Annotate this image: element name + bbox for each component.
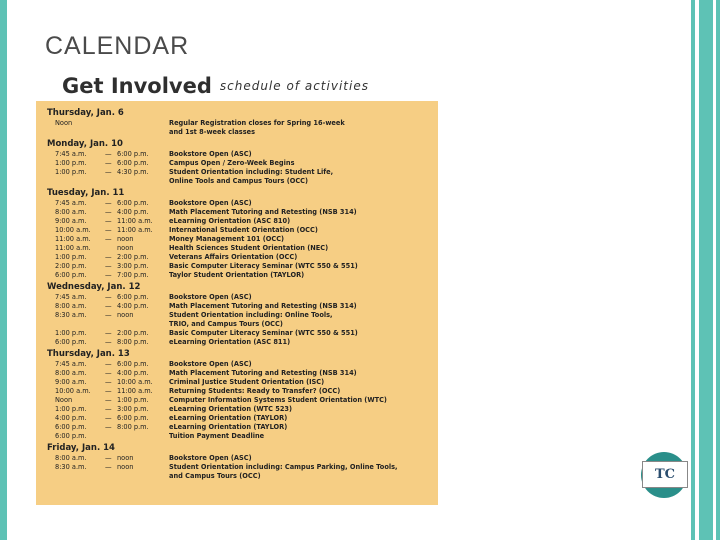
schedule-row [47, 311, 432, 320]
time-dash: — [105, 454, 112, 462]
slide-title: CALENDAR [45, 32, 190, 60]
event-description: Bookstore Open (ASC) [169, 150, 252, 158]
time-dash: — [105, 405, 112, 413]
schedule-row [47, 253, 432, 262]
time-end: noon [117, 463, 134, 471]
event-description: Criminal Justice Student Orientation (ISC) [169, 378, 325, 386]
schedule-row [47, 320, 432, 329]
time-start: 2:00 p.m. [55, 262, 87, 270]
time-dash: — [105, 150, 112, 158]
event-description: eLearning Orientation (ASC 810) [169, 217, 291, 225]
time-end: 2:00 p.m. [117, 253, 149, 261]
schedule-row [47, 405, 432, 414]
time-start: 7:45 a.m. [55, 150, 87, 158]
schedule-row [47, 271, 432, 280]
time-start: 1:00 p.m. [55, 159, 87, 167]
time-dash: — [105, 235, 112, 243]
time-dash: — [105, 396, 112, 404]
event-description: International Student Orientation (OCC) [169, 226, 318, 234]
time-end: noon [117, 235, 134, 243]
time-start: 8:00 a.m. [55, 454, 87, 462]
event-description: Basic Computer Literacy Seminar (WTC 550 & 551) [169, 329, 358, 337]
schedule-row [47, 217, 432, 226]
event-description: Bookstore Open (ASC) [169, 454, 252, 462]
event-description: Health Sciences Student Orientation (NEC) [169, 244, 329, 252]
time-end: 10:00 a.m. [117, 378, 153, 386]
time-dash: — [105, 293, 112, 301]
time-end: 6:00 p.m. [117, 159, 149, 167]
time-dash: — [105, 311, 112, 319]
schedule-row [47, 414, 432, 423]
schedule-row [47, 119, 432, 128]
left-accent-bar [0, 0, 7, 540]
time-start: 7:45 a.m. [55, 199, 87, 207]
time-dash: — [105, 262, 112, 270]
schedule-row [47, 208, 432, 217]
time-end: 6:00 p.m. [117, 150, 149, 158]
event-description: Online Tools and Campus Tours (OCC) [169, 177, 309, 185]
time-start: 11:00 a.m. [55, 244, 91, 252]
time-end: 4:30 p.m. [117, 168, 149, 176]
schedule-row [47, 293, 432, 302]
event-description: Campus Open / Zero-Week Begins [169, 159, 295, 167]
event-description: Returning Students: Ready to Transfer? (OCC) [169, 387, 341, 395]
time-end: 4:00 p.m. [117, 302, 149, 310]
right-accent-bar [716, 0, 720, 540]
schedule-row [47, 128, 432, 137]
time-end: 2:00 p.m. [117, 329, 149, 337]
event-description: and 1st 8-week classes [169, 128, 256, 136]
schedule-row [47, 177, 432, 186]
schedule-row [47, 262, 432, 271]
time-end: 11:00 a.m. [117, 217, 153, 225]
time-start: 7:45 a.m. [55, 293, 87, 301]
time-end: 3:00 p.m. [117, 405, 149, 413]
college-logo-mark: TC [642, 461, 688, 488]
event-description: eLearning Orientation (TAYLOR) [169, 414, 288, 422]
time-end: noon [117, 454, 134, 462]
day-heading: Wednesday, Jan. 12 [47, 282, 141, 292]
time-dash: — [105, 463, 112, 471]
time-end: 4:00 p.m. [117, 208, 149, 216]
time-end: 8:00 p.m. [117, 423, 149, 431]
schedule-row [47, 199, 432, 208]
day-heading: Friday, Jan. 14 [47, 443, 115, 453]
time-end: noon [117, 244, 134, 252]
time-dash: — [105, 414, 112, 422]
time-dash: — [105, 423, 112, 431]
time-start: 1:00 p.m. [55, 405, 87, 413]
event-description: eLearning Orientation (ASC 811) [169, 338, 291, 346]
time-start: 1:00 p.m. [55, 253, 87, 261]
time-start: 6:00 p.m. [55, 423, 87, 431]
event-description: eLearning Orientation (TAYLOR) [169, 423, 288, 431]
time-start: 11:00 a.m. [55, 235, 91, 243]
schedule-row [47, 150, 432, 159]
time-dash: — [105, 217, 112, 225]
time-start: 6:00 p.m. [55, 271, 87, 279]
day-heading: Tuesday, Jan. 11 [47, 188, 125, 198]
event-description: Bookstore Open (ASC) [169, 360, 252, 368]
time-dash: — [105, 226, 112, 234]
time-dash: — [105, 199, 112, 207]
schedule-row [47, 226, 432, 235]
schedule-row [47, 387, 432, 396]
time-end: 6:00 p.m. [117, 360, 149, 368]
time-end: 3:00 p.m. [117, 262, 149, 270]
time-dash: — [105, 378, 112, 386]
time-dash: — [105, 271, 112, 279]
time-end: noon [117, 311, 134, 319]
schedule-row [47, 159, 432, 168]
time-start: 9:00 a.m. [55, 378, 87, 386]
time-start: 4:00 p.m. [55, 414, 87, 422]
schedule-row [47, 432, 432, 441]
schedule-header [62, 70, 369, 102]
time-end: 1:00 p.m. [117, 396, 149, 404]
event-description: TRIO, and Campus Tours (OCC) [169, 320, 283, 328]
schedule-row [47, 472, 432, 481]
schedule-row [47, 302, 432, 311]
event-description: Math Placement Tutoring and Retesting (NSB 314) [169, 208, 357, 216]
time-dash: — [105, 168, 112, 176]
time-dash: — [105, 338, 112, 346]
time-end: 6:00 p.m. [117, 199, 149, 207]
event-description: Student Orientation including: Campus Parking, Online Tools, [169, 463, 398, 471]
event-description: Student Orientation including: Online Tools, [169, 311, 333, 319]
time-start: 8:00 a.m. [55, 302, 87, 310]
time-start: 6:00 p.m. [55, 432, 87, 440]
event-description: Regular Registration closes for Spring 16-week [169, 119, 345, 127]
time-dash: — [105, 253, 112, 261]
time-dash: — [105, 159, 112, 167]
time-start: 1:00 p.m. [55, 329, 87, 337]
header-subtitle: schedule of activities [219, 79, 369, 93]
time-end: 11:00 a.m. [117, 387, 153, 395]
day-heading: Thursday, Jan. 6 [47, 108, 124, 118]
event-description: eLearning Orientation (WTC 523) [169, 405, 293, 413]
event-description: and Campus Tours (OCC) [169, 472, 261, 480]
time-start: 10:00 a.m. [55, 226, 91, 234]
time-start: 6:00 p.m. [55, 338, 87, 346]
schedule-row [47, 338, 432, 347]
time-dash: — [105, 369, 112, 377]
schedule-row [47, 244, 432, 253]
schedule-row [47, 378, 432, 387]
event-description: Tuition Payment Deadline [169, 432, 265, 440]
time-end: 6:00 p.m. [117, 414, 149, 422]
time-dash: — [105, 302, 112, 310]
time-start: Noon [55, 119, 73, 127]
schedule-row [47, 454, 432, 463]
right-accent-bar [699, 0, 713, 540]
event-description: Math Placement Tutoring and Retesting (NSB 314) [169, 369, 357, 377]
right-accent-bar [691, 0, 695, 540]
time-start: 8:00 a.m. [55, 208, 87, 216]
day-heading: Monday, Jan. 10 [47, 139, 123, 149]
time-start: 9:00 a.m. [55, 217, 87, 225]
schedule-row [47, 360, 432, 369]
time-start: 1:00 p.m. [55, 168, 87, 176]
time-end: 11:00 a.m. [117, 226, 153, 234]
time-start: 8:30 a.m. [55, 463, 87, 471]
time-start: 10:00 a.m. [55, 387, 91, 395]
schedule-row [47, 235, 432, 244]
schedule-row [47, 329, 432, 338]
schedule-row [47, 423, 432, 432]
event-description: Money Management 101 (OCC) [169, 235, 285, 243]
event-description: Taylor Student Orientation (TAYLOR) [169, 271, 305, 279]
event-description: Veterans Affairs Orientation (OCC) [169, 253, 298, 261]
day-heading: Thursday, Jan. 13 [47, 349, 130, 359]
event-description: Bookstore Open (ASC) [169, 293, 252, 301]
schedule-row [47, 396, 432, 405]
schedule-row [47, 168, 432, 177]
time-dash: — [105, 208, 112, 216]
time-dash: — [105, 360, 112, 368]
time-start: Noon [55, 396, 73, 404]
time-end: 7:00 p.m. [117, 271, 149, 279]
time-end: 4:00 p.m. [117, 369, 149, 377]
header-main: Get Involved [62, 74, 212, 98]
event-description: Basic Computer Literacy Seminar (WTC 550 & 551) [169, 262, 358, 270]
time-end: 6:00 p.m. [117, 293, 149, 301]
schedule-row [47, 463, 432, 472]
event-description: Math Placement Tutoring and Retesting (NSB 314) [169, 302, 357, 310]
schedule-row [47, 369, 432, 378]
time-dash: — [105, 329, 112, 337]
time-start: 8:00 a.m. [55, 369, 87, 377]
time-start: 8:30 a.m. [55, 311, 87, 319]
time-dash: — [105, 387, 112, 395]
event-description: Bookstore Open (ASC) [169, 199, 252, 207]
event-description: Computer Information Systems Student Orientation (WTC) [169, 396, 387, 404]
time-start: 7:45 a.m. [55, 360, 87, 368]
time-end: 8:00 p.m. [117, 338, 149, 346]
event-description: Student Orientation including: Student Life, [169, 168, 334, 176]
